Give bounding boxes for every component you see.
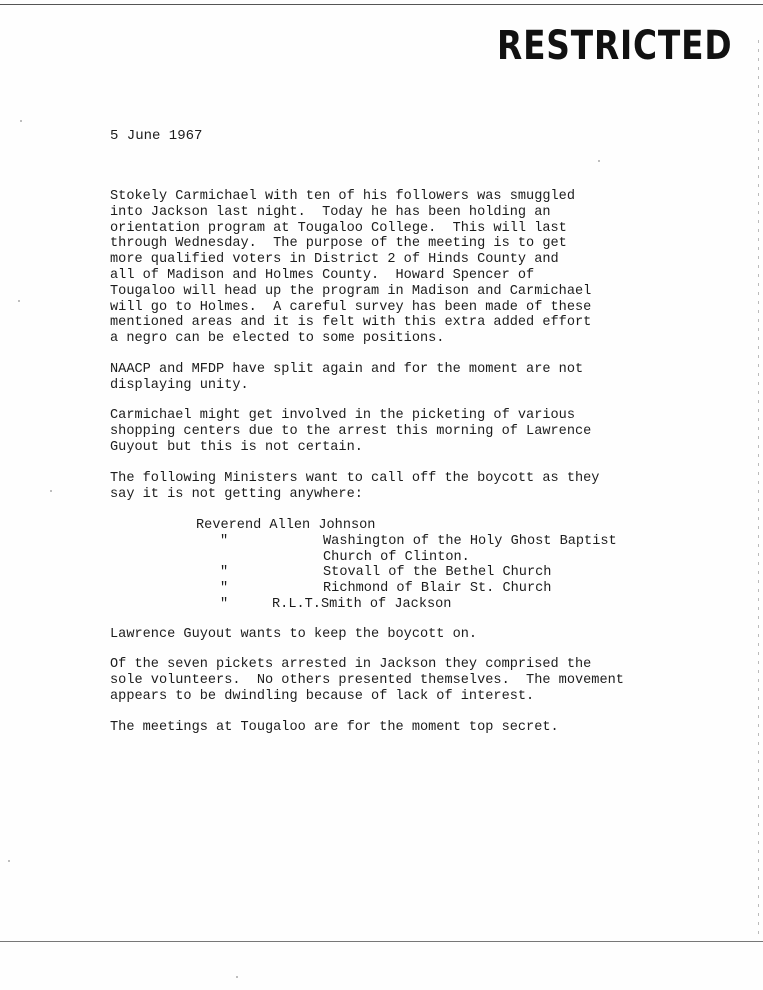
list-item xyxy=(0,518,376,534)
paragraph-secret-meetings: The meetings at Tougaloo are for the moment top secret. xyxy=(110,720,559,735)
list-item xyxy=(0,533,617,550)
minister-stovall: Stovall of the Bethel Church xyxy=(323,565,552,581)
list-item xyxy=(0,596,452,613)
scan-speck xyxy=(50,490,52,492)
list-item xyxy=(0,581,552,597)
scan-speck xyxy=(20,120,22,122)
paragraph-pickets-arrested: Of the seven pickets arrested in Jackson they comprised the sole volunteers. No others presented themselves. The movement appears to be dwindling because of lack of interest. xyxy=(110,657,624,704)
paragraph-carmichael-arrival: Stokely Carmichael with ten of his followers was smuggled into Jackson last night. Today he has been holding an orientation program at Tougaloo College. This will last through Wednesday. The purpose of the meeting is to get more qualified voters in District 2 of Hinds County and all of Madison and Holmes County. Howard Spencer of Tougaloo will head up the program in Madison and Carmichael will go to Holmes. A careful survey has been made of these mentioned areas and it is felt with this extra added effort a negro can be elected to some positions. xyxy=(110,189,592,347)
minister-first: Reverend Allen Johnson xyxy=(196,518,376,533)
scan-speck xyxy=(8,860,10,862)
ditto-mark: " xyxy=(220,565,229,581)
scan-speck xyxy=(236,976,238,978)
scan-speck xyxy=(18,300,20,302)
ministers-list xyxy=(0,518,617,613)
memo-date: 5 June 1967 xyxy=(110,128,203,144)
minister-washington: Washington of the Holy Ghost Baptist xyxy=(323,533,617,549)
minister-richmond: Richmond of Blair St. Church xyxy=(323,581,552,597)
ditto-mark: " xyxy=(220,533,229,549)
bottom-edge-line xyxy=(0,941,763,942)
ditto-mark: " xyxy=(220,581,229,597)
minister-smith: R.L.T.Smith of Jackson xyxy=(272,596,452,612)
list-item xyxy=(0,565,552,581)
paragraph-ministers-intro: The following Ministers want to call off the boycott as they say it is not getting anywhere: xyxy=(110,471,600,502)
paragraph-picketing: Carmichael might get involved in the picketing of various shopping centers due to the arrest this morning of Lawrence Guyout but this is not certain. xyxy=(110,408,592,455)
scan-speck xyxy=(598,160,600,162)
right-edge-speckle xyxy=(758,40,759,940)
ditto-mark: " xyxy=(220,596,229,612)
top-edge-line xyxy=(0,4,763,5)
paragraph-naacp-mfdp: NAACP and MFDP have split again and for the moment are not displaying unity. xyxy=(110,362,584,393)
list-item xyxy=(0,549,470,566)
paragraph-guyout-boycott: Lawrence Guyout wants to keep the boycott on. xyxy=(110,627,478,642)
restricted-stamp: RESTRICTED xyxy=(497,23,733,69)
minister-washington-cont: Church of Clinton. xyxy=(323,549,470,565)
